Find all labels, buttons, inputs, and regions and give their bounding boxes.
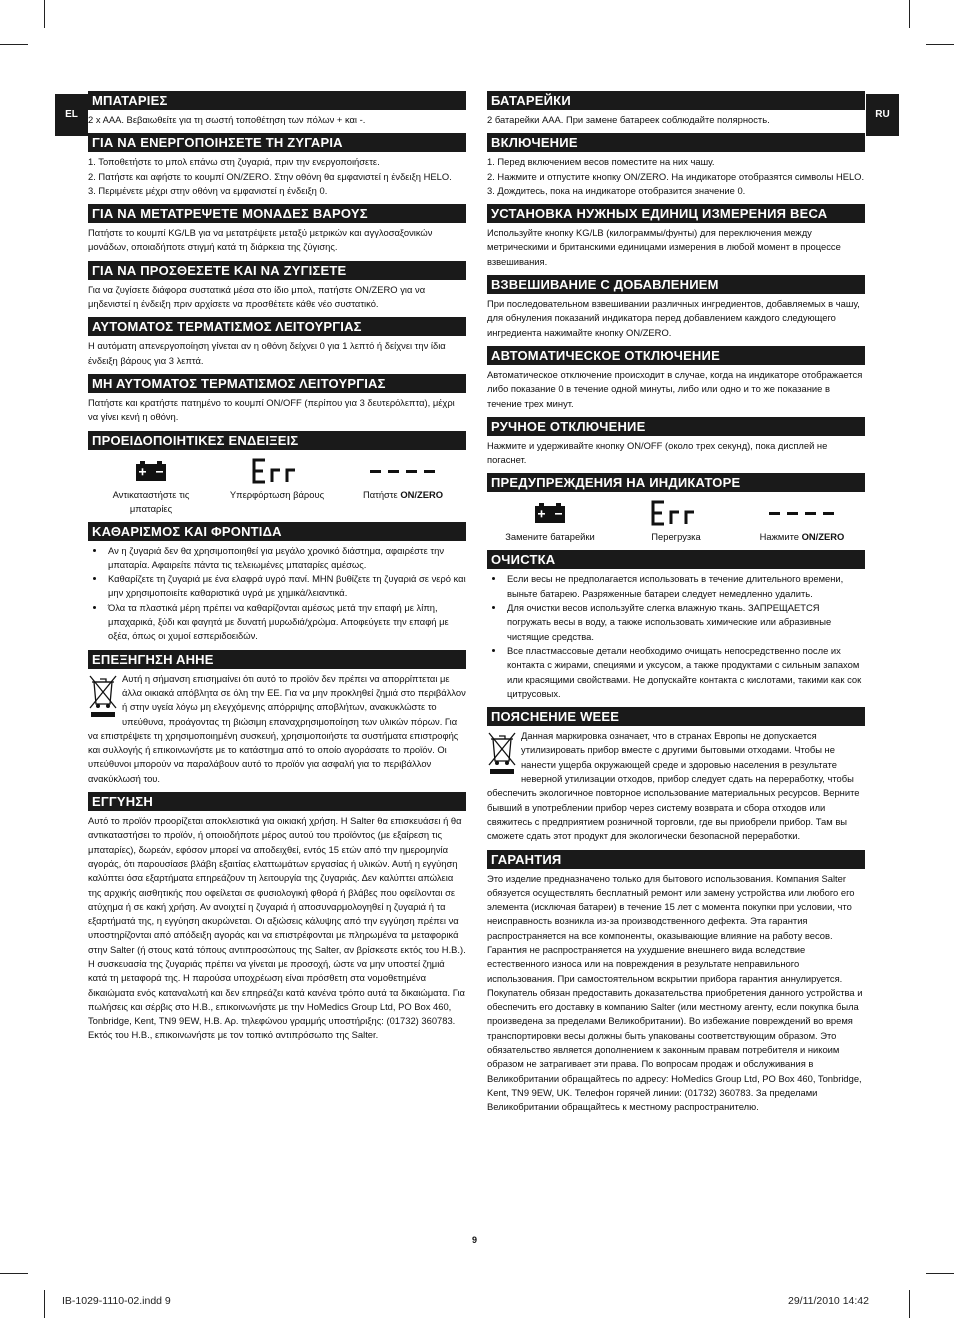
section-text: 2 батарейки AAA. При замене батареек соблюдайте полярность.: [487, 114, 770, 125]
section-text: Η αυτόματη απενεργοποίηση γίνεται αν η οθόνη δείχνει 0 για 1 λεπτό ή δείχνει την ίδια ένδειξη βάρους για 3 λεπτά.: [88, 340, 446, 366]
section-text: Это изделие предназначено только для бытового использования. Компания Salter обязуется осуществлять бесплатный ремонт или замену устройства или любого его элемента (исключая батареи) в течение 15 лет с момента покупки при условии, что неисправность возникла из-за производственного дефекта. Эта гарантия распространяется на все компоненты, оказывающие влияние на работу весов. Гарантия не распространяется на ухудшение внешнего вида вследствие естественного износа или на повреждения в результате неправильного использования. При самостоятельном вскрытии прибора гарантия аннулируется. Покупатель обязан предоставить доказательства приобретения данного устройства и обеспечить его доставку в компанию Salter (или местному агенту, если покупка была произведена за пределами Великобритании). Во избежание повреждений во время транспортировки весы должны быть упакованы соответствующим образом. Это обязательство является дополнением к законным правам потребителя и никоим образом не затрагивает эти права. По вопросам продаж и обслуживания в Великобритании обращайтесь по адресу: HoMedics Group Ltd, PO Box 460, Tonbridge, Kent, TN9 9EW, UK. Телефон горячей линии: (01732) 360783. За пределами Великобритании обращайтесь к местному распространителю.: [487, 872, 863, 1113]
press-label: Нажмите: [759, 531, 802, 543]
err-display-icon: [650, 500, 702, 526]
section-add-weigh: [487, 275, 865, 340]
section-heading: РУЧНОЕ ОТКЛЮЧЕНИЕ: [487, 417, 865, 436]
section-heading: ΓΙΑ ΝΑ ΜΕΤΑΤΡΕΨΕΤΕ ΜΟΝΑΔΕΣ ΒΑΡΟΥΣ: [88, 204, 466, 223]
section-text: Данная маркировка означает, что в странах Европы не допускается утилизировать прибор вместе с другими бытовыми отходами. Чтобы не нанести ущерба окружающей среде и здоровью населения в результате неверной утилизации отходов, прибор следует сдать на переработку, чтобы обеспечить экологичное повторное использование материальных ресурсов. Верните бывший в употреблении прибор через систему возврата и сбора отходов или свяжитесь с предприятием розничной торговли, где вы приобрели прибор. Там вы сможете сдать этот продукт для экологически безопасной переработки.: [487, 730, 860, 842]
battery-icon: [136, 461, 166, 481]
section-auto-off: [487, 346, 865, 411]
step-2: 2. Πατήστε και αφήστε το κουμπί ON/ZERO. Στην οθόνη θα εμφανιστεί η ένδειξη HELO.: [88, 170, 452, 182]
crop-mark: [0, 44, 28, 45]
crop-mark: [909, 0, 910, 28]
section-heading: ΕΠΕΞΗΓΗΣΗ ΑΗΗΕ: [88, 650, 466, 669]
list-item: • Αν η ζυγαριά δεν θα χρησιμοποιηθεί για μεγάλο χρονικό διάστημα, αφαιρέστε την μπαταρία. Αφαιρείτε πάντα τις τελειωμένες μπαταρίες αμέσως.: [106, 544, 466, 573]
step-2: 2. Нажмите и отпустите кнопку ON/ZERO. На индикаторе отобразятся символы HELO.: [487, 170, 865, 182]
battery-icon: [535, 503, 565, 523]
greek-column: [88, 91, 466, 1049]
section-heading: ПОЯСНЕНИЕ WEEE: [487, 707, 865, 726]
overload-label: Перегрузка: [651, 531, 701, 543]
section-guarantee: [88, 792, 466, 1043]
section-heading: ОЧИСТКА: [487, 550, 865, 569]
section-heading: ΓΙΑ ΝΑ ΕΝΕΡΓΟΠΟΙΗΣΕΤΕ ΤΗ ΖΥΓΑΡΙΑ: [88, 133, 466, 152]
section-warnings: [487, 473, 865, 544]
section-heading: ΜΗ ΑΥΤΟΜΑΤΟΣ ΤΕΡΜΑΤΙΣΜΟΣ ΛΕΙΤΟΥΡΓΙΑΣ: [88, 374, 466, 393]
crop-mark: [926, 44, 954, 45]
section-units: [88, 204, 466, 255]
crop-mark: [926, 1273, 954, 1274]
russian-column: [487, 91, 865, 1121]
section-care: [88, 522, 466, 644]
battery-warning: [495, 496, 605, 544]
section-heading: ΚΑΘΑΡΙΣΜΟΣ ΚΑΙ ΦΡΟΝΤΙΔΑ: [88, 522, 466, 541]
crop-mark: [44, 1290, 45, 1318]
section-text: Πατήστε το κουμπί KG/LB για να μετατρέψετε μεταξύ μετρικών και αγγλοσαξονικών μονάδων, οποιαδήποτε στιγμή κατά τη διάρκεια της ζύγισης.: [88, 227, 433, 253]
crop-mark: [909, 1290, 910, 1318]
list-item: • Καθαρίζετε τη ζυγαριά με ένα ελαφρά υγρό πανί. ΜΗΝ βυθίζετε τη ζυγαριά σε νερό και μην χρησιμοποιείτε καθαριστικά υγρά με χημικά/λειαντικά.: [106, 572, 466, 601]
step-3: 3. Περιμένετε μέχρι στην οθόνη να εμφανιστεί η ένδειξη 0.: [88, 184, 328, 196]
section-heading: ΓΙΑ ΝΑ ΠΡΟΣΘΕΣΕΤΕ ΚΑΙ ΝΑ ΖΥΓΙΣΕΤΕ: [88, 261, 466, 280]
section-add-weigh: [88, 261, 466, 312]
on-zero-label: ON/ZERO: [400, 488, 444, 500]
section-guarantee: [487, 850, 865, 1115]
section-heading: ВКЛЮЧЕНИЕ: [487, 133, 865, 152]
page-number: 9: [472, 1235, 478, 1245]
press-warning: [348, 454, 458, 502]
battery-warning-label: Αντικαταστήστε τις μπαταρίες: [112, 488, 190, 514]
section-heading: ΜΠΑΤΑΡΙΕΣ: [88, 91, 466, 110]
press-label: Πατήστε: [362, 488, 401, 500]
dashes-display-icon: [370, 466, 436, 476]
overload-warning: [222, 454, 332, 502]
weee-bin-icon: [487, 731, 517, 777]
section-text: Αυτό το προϊόν προορίζεται αποκλειστικά για οικιακή χρήση. Η Salter θα επισκευάσει ή θα αντικαταστήσει το προϊόν, ή οποιοδήποτε μέρος αυτού του προϊόντος (με εξαίρεση τις μπαταρίες), δωρεάν, εφόσον μπορεί να αποδειχθεί, εντός 15 ετών από την ημερομηνία αγοράς, ότι παρουσίασε βλάβη εξαιτίας ελαττωμάτων εργασίας ή υλικών. Αυτή η εγγύηση καλύπτει όσα εξαρτήματα επηρεάζουν τη λειτουργία της ζυγαριάς. Δεν καλύπτει απώλεια της αρχικής αισθητικής που οφείλεται σε φυσιολογική φθορά ή βλάβες που οφείλονται σε ατύχημα ή σε κακή χρήση. Αν ανοιχτεί η ζυγαριά ή αποσυναρμολογηθεί η ζυγαριά ή τα εξαρτήματά της, η εγγύηση ακυρώνεται. Οι αξιώσεις κάλυψης από την εγγύηση πρέπει να υποστηρίζονται από απόδειξη αγοράς και να επιστρέφονται με πληρωμένα τα μεταφορικά στην Salter (ή στους κατά τόπους αντιπροσώπους της Salter, αν βρίσκεστε εκτός του Η.Β.). Η συσκευασία της ζυγαριάς πρέπει να γίνεται με προσοχή, ώστε να μην υποστεί ζημιά κατά τη μεταφορά της. Η παρούσα υποχρέωση είναι πρόσθετη στα νομοθετημένα δικαιώματα ενός καταναλωτή και δεν επηρεάζει κατά κανένα τρόπο αυτά τα δικαιώματα. Για πωλήσεις και σέρβις στο Η.Β., επικοινωνήστε με την HoMedics Group Ltd, PO Box 460, Tonbridge, Kent, TN9 9EW, Η.Β. Αρ. τηλεφώνου γραμμής υποστήριξης: (01732) 360783. Εκτός του Η.Β., επικοινωνήστε με τον τοπικό αντιπρόσωπο της Salter.: [88, 815, 466, 1041]
section-warnings: [88, 431, 466, 516]
err-display-icon: [251, 458, 303, 484]
weee-bin-icon: [88, 674, 118, 720]
section-text: 2 x AAA. Βεβαιωθείτε για τη σωστή τοποθέτηση των πόλων + και -.: [88, 114, 366, 125]
footer-filename: IB-1029-1110-02.indd 9: [62, 1295, 171, 1307]
section-heading: АВТОМАТИЧЕСКОЕ ОТКЛЮЧЕНИЕ: [487, 346, 865, 365]
footer-date: 29/11/2010 14:42: [788, 1295, 869, 1307]
section-text: Автоматическое отключение происходит в случае, когда на индикаторе отображается либо показание 0 в течение одной минуты, либо или одно и то же показание в течение трех минут.: [487, 368, 863, 409]
section-auto-off: [88, 317, 466, 368]
warning-indicators: [487, 496, 865, 544]
crop-mark: [0, 1273, 28, 1274]
overload-warning: [621, 496, 731, 544]
language-tab-ru: RU: [866, 94, 899, 136]
section-heading: ПРЕДУПРЕЖДЕНИЯ НА ИНДИКАТОРЕ: [487, 473, 865, 492]
section-text: Αυτή η σήμανση επισημαίνει ότι αυτό το προϊόν δεν πρέπει να απορρίπτεται με άλλα οικιακά απόβλητα σε όλη την ΕΕ. Για να μην προκληθεί ζημιά στο περιβάλλον ή στην υγεία λόγω μη ελεγχόμενης απόρριψης αποβλήτων, ανακυκλώστε το υπεύθυνα, προάγοντας τη βιώσιμη επαναχρησιμοποίηση των υλικών πόρων. Για να επιστρέψετε τη χρησιμοποιημένη συσκευή, χρησιμοποιήστε τα συστήματα επιστροφής και συλλογής ή επικοινωνήστε με το κατάστημα από το οποίο αγοράσατε το προϊόν. Οι υπεύθυνοι μπορούν να παραλάβουν αυτό το προϊόν για ασφαλή για το περιβάλλον ανακύκλωσή του.: [88, 672, 466, 784]
section-manual-off: [88, 374, 466, 425]
step-3: 3. Дождитесь, пока на индикаторе отобразится значение 0.: [487, 184, 746, 196]
battery-warning-label: Замените батарейки: [505, 531, 595, 543]
list-item: • Для очистки весов используйте слегка влажную ткань. ЗАПРЕЩАЕТСЯ погружать весы в воду, а также использовать химические или абразивные чистящие средства.: [505, 601, 865, 644]
section-weee: [487, 707, 865, 843]
section-text: Για να ζυγίσετε διάφορα συστατικά μέσα στο ίδιο μπολ, πατήστε ON/ZERO για να μηδενιστεί η ένδειξη πριν αρχίσετε να προσθέτετε κάθε νέο συστατικό.: [88, 283, 426, 310]
section-text: Используйте кнопку KG/LB (килограммы/фунты) для переключения между метрическими и британскими единицами измерения в любой момент в процессе взвешивания.: [487, 227, 841, 267]
crop-mark: [44, 0, 45, 28]
section-heading: ΑΥΤΟΜΑΤΟΣ ΤΕΡΜΑΤΙΣΜΟΣ ΛΕΙΤΟΥΡΓΙΑΣ: [88, 317, 466, 336]
section-heading: БАТАРЕЙКИ: [487, 91, 865, 110]
section-batteries: [88, 91, 466, 127]
section-units: [487, 204, 865, 269]
battery-warning: [96, 454, 206, 516]
press-warning: [747, 496, 857, 544]
list-item: • Όλα τα πλαστικά μέρη πρέπει να καθαρίζονται αμέσως μετά την επαφή με λίπη, μπαχαρικά, ξύδι και φαγητά με δυνατή μυρωδιά/χρώμα. Αποφεύγετε την επαφή με οξέα, όπως οι χυμοί εσπεριδοειδών.: [106, 601, 466, 644]
section-text: Πατήστε και κρατήστε πατημένο το κουμπί ON/OFF (περίπου για 3 δευτερόλεπτα), μέχρι να γίνει κενή η οθόνη.: [88, 396, 455, 423]
section-activate: [487, 133, 865, 198]
list-item: • Если весы не предполагается использовать в течение длительного времени, выньте батарею. Разряженные батареи следует немедленно удалить.: [505, 572, 865, 601]
section-text: При последовательном взвешивании различных ингредиентов, добавляемых в чашу, для обнуления показаний индикатора перед добавлением каждого следующего ингредиента нажимайте кнопку ON/ZERO.: [487, 298, 860, 338]
language-tab-el: EL: [55, 94, 88, 136]
section-weee: [88, 650, 466, 786]
section-heading: ΕΓΓΥΗΣΗ: [88, 792, 466, 811]
section-manual-off: [487, 417, 865, 468]
list-item: • Все пластмассовые детали необходимо очищать непосредственно после их контакта с жирами, специями и уксусом, а также продуктами с сильным запахом или красящими свойствами. Не допускайте контакта с кислотами, такими как сок цитрусовых.: [505, 644, 865, 701]
section-activate: [88, 133, 466, 198]
section-heading: ΠΡΟΕΙΔΟΠΟΙΗΤΙΚΕΣ ΕΝΔΕΙΞΕΙΣ: [88, 431, 466, 450]
on-zero-label: ON/ZERO: [801, 531, 845, 543]
warning-indicators: [88, 454, 466, 516]
step-1: 1. Τοποθετήστε το μπολ επάνω στη ζυγαριά, πριν την ενεργοποιήσετε.: [88, 156, 380, 168]
section-text: Нажмите и удерживайте кнопку ON/OFF (около трех секунд), пока дисплей не погаснет.: [487, 439, 828, 466]
step-1: 1. Перед включением весов поместите на них чашу.: [487, 156, 715, 168]
section-heading: ГАРАНТИЯ: [487, 850, 865, 869]
section-batteries: [487, 91, 865, 127]
section-heading: ВЗВЕШИВАНИЕ С ДОБАВЛЕНИЕМ: [487, 275, 865, 294]
overload-label: Υπερφόρτωση βάρους: [229, 488, 325, 500]
section-care: [487, 550, 865, 701]
dashes-display-icon: [769, 508, 835, 518]
section-heading: УСТАНОВКА НУЖНЫХ ЕДИНИЦ ИЗМЕРЕНИЯ ВЕСА: [487, 204, 865, 223]
